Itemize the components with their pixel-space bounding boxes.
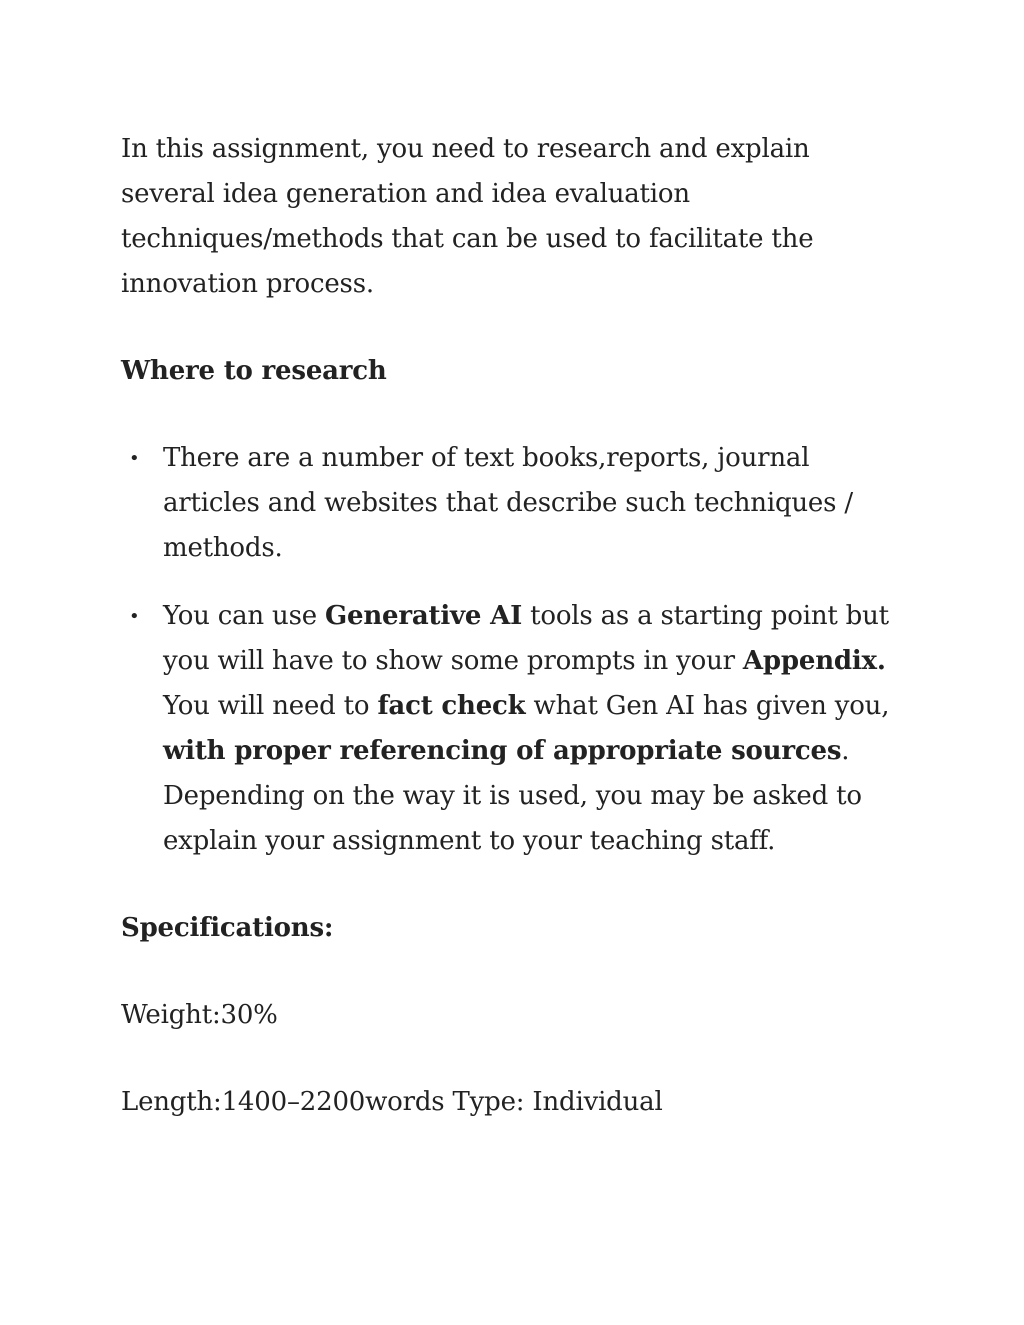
where-to-research-heading: Where to research	[121, 356, 387, 386]
list-item-text-part: You will need to	[163, 691, 378, 721]
bullet-icon: •	[129, 606, 140, 627]
fact-check-emphasis: fact check	[377, 691, 526, 721]
document-page	[121, 127, 911, 1125]
referencing-emphasis: with proper referencing of appropriate sources	[163, 736, 842, 766]
list-item-text: There are a number of text books,reports, journal articles and websites that describe such techniques / methods.	[163, 443, 853, 563]
research-list	[121, 436, 911, 864]
list-item-text-part: . Depending on the way it is used, you may be asked to explain your assignment to your teaching staff.	[163, 736, 862, 856]
bullet-icon: •	[129, 448, 140, 469]
generative-ai-emphasis: Generative AI	[324, 601, 523, 631]
list-item	[121, 594, 908, 864]
specifications-heading: Specifications:	[121, 913, 334, 943]
length-line: Length:1400–2200words Type: Individual	[121, 1087, 663, 1117]
list-item-text-part: You can use	[163, 601, 325, 631]
list-item-text-part: what Gen AI has given you,	[525, 691, 890, 721]
intro-paragraph: In this assignment, you need to research and explain several idea generation and idea evaluation techniques/methods that can be used to facilitate the innovation process.	[121, 134, 814, 299]
list-item	[121, 436, 883, 571]
appendix-emphasis: Appendix.	[742, 646, 886, 676]
weight-line: Weight:30%	[121, 1000, 278, 1030]
list-item-text-part: tools as a starting point but you will have to show some prompts in your	[163, 601, 889, 676]
